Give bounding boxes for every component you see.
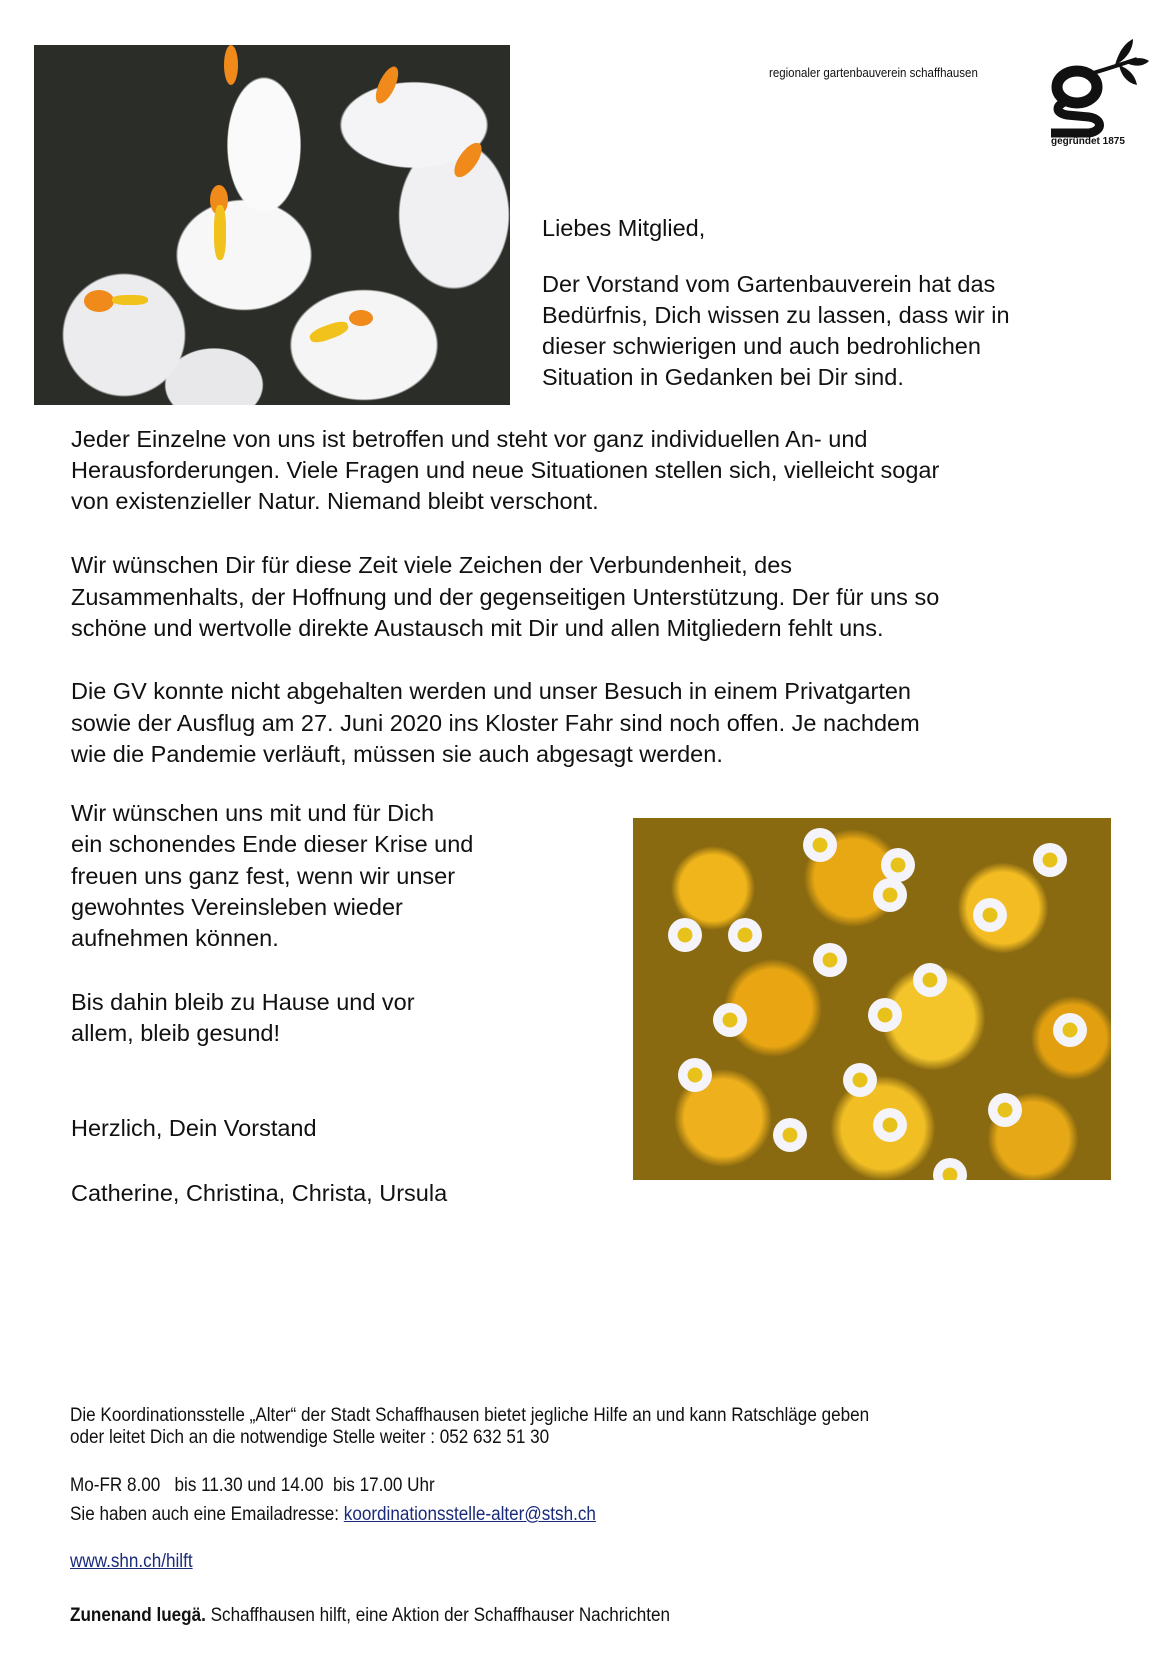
paragraph-line: Wir wünschen uns mit und für Dich <box>71 800 435 826</box>
email-label: Sie haben auch eine Emailadresse: <box>70 1504 344 1525</box>
office-hours: Mo-FR 8.00 bis 11.30 und 14.00 bis 17.00 Uhr <box>70 1475 435 1496</box>
campaign-line <box>70 1605 670 1627</box>
intro-line: Bedürfnis, Dich wissen zu lassen, dass wir in <box>542 302 1010 328</box>
campaign-text: Schaffhausen hilft, eine Aktion der Schaffhauser Nachrichten <box>205 1605 671 1626</box>
paragraph-line: Die GV konnte nicht abgehalten werden und unser Besuch in einem Privatgarten <box>71 678 911 704</box>
paragraph-line: wie die Pandemie verläuft, müssen sie auch abgesagt werden. <box>71 741 723 767</box>
paragraph-line: sowie der Ausflug am 27. Juni 2020 ins Kloster Fahr sind noch offen. Je nachdem <box>71 710 920 736</box>
crocus-photo <box>34 45 510 405</box>
paragraph-line: ein schonendes Ende dieser Krise und <box>71 831 474 857</box>
salutation: Liebes Mitglied, <box>542 215 706 241</box>
org-name: regionaler gartenbauverein schaffhausen <box>769 66 978 80</box>
email-row <box>70 1504 596 1526</box>
info-line: oder leitet Dich an die notwendige Stelle weiter : 052 632 51 30 <box>70 1427 550 1448</box>
intro-line: dieser schwierigen und auch bedrohlichen <box>542 333 981 359</box>
paragraph-line: freuen uns ganz fest, wenn wir unser <box>71 863 456 889</box>
paragraph-line: von existenzieller Natur. Niemand bleibt verschont. <box>71 488 599 514</box>
dandelion-photo <box>633 818 1111 1180</box>
email-link[interactable]: koordinationsstelle-alter@stsh.ch <box>343 1504 596 1525</box>
paragraph-line: Jeder Einzelne von uns ist betroffen und steht vor ganz individuellen An- und <box>71 426 868 452</box>
website-link[interactable]: www.shn.ch/hilft <box>70 1551 193 1572</box>
info-line: Die Koordinationsstelle „Alter“ der Stadt Schaffhausen bietet jegliche Hilfe an und kann Ratschläge geben <box>70 1405 870 1426</box>
intro-line: Situation in Gedanken bei Dir sind. <box>542 364 904 390</box>
paragraph-line: Zusammenhalts, der Hoffnung und der gegenseitigen Unterstützung. Der für uns so <box>71 584 940 610</box>
paragraph-line: allem, bleib gesund! <box>71 1020 281 1046</box>
campaign-bold: Zunenand luegä. <box>70 1605 206 1626</box>
founded-label: gegründet 1875 <box>1051 136 1125 147</box>
signatures: Catherine, Christina, Christa, Ursula <box>71 1180 448 1206</box>
paragraph-line: Bis dahin bleib zu Hause und vor <box>71 989 415 1015</box>
intro-line: Der Vorstand vom Gartenbauverein hat das <box>542 271 996 297</box>
paragraph-line: aufnehmen können. <box>71 925 279 951</box>
paragraph-line: Herausforderungen. Viele Fragen und neue Situationen stellen sich, vielleicht sogar <box>71 457 940 483</box>
paragraph-line: gewohntes Vereinsleben wieder <box>71 894 403 920</box>
paragraph-line: schöne und wertvolle direkte Austausch mit Dir und allen Mitgliedern fehlt uns. <box>71 615 884 641</box>
paragraph-line: Wir wünschen Dir für diese Zeit viele Zeichen der Verbundenheit, des <box>71 552 793 578</box>
gartenbauverein-logo <box>1045 35 1150 140</box>
closing: Herzlich, Dein Vorstand <box>71 1115 317 1141</box>
